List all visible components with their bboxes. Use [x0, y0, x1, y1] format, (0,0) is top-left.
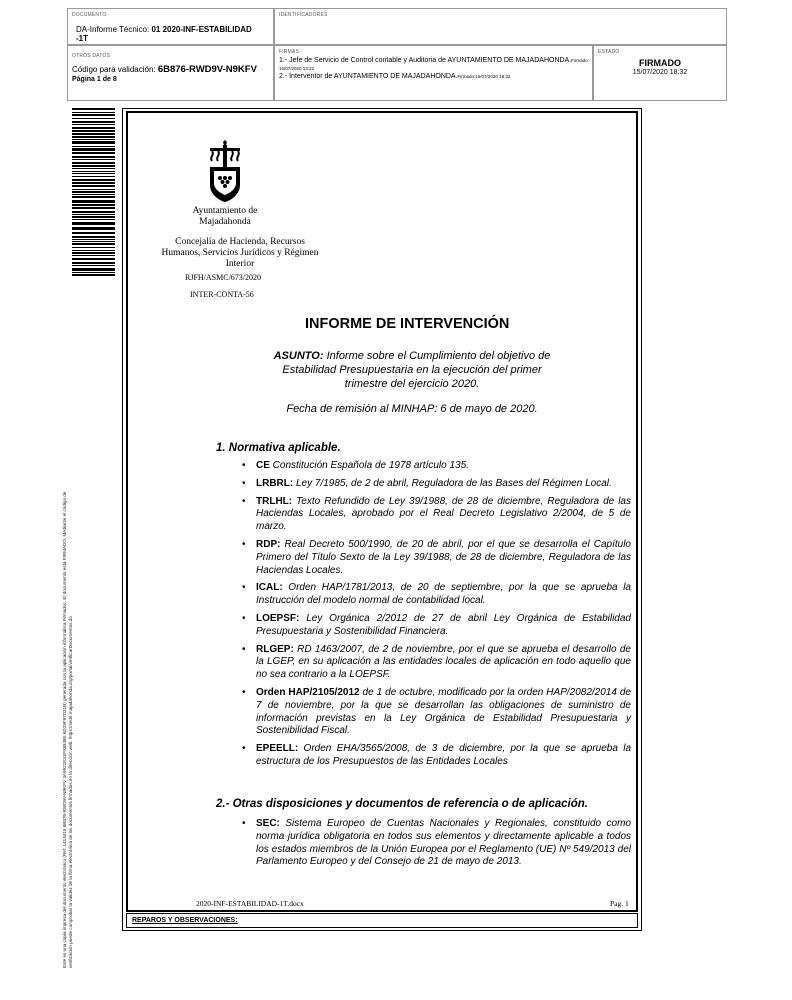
- barcode-bar: [72, 148, 115, 151]
- barcode-bar: [72, 274, 115, 276]
- bullet-icon: •: [242, 743, 246, 755]
- barcode-bar: [72, 189, 115, 190]
- otros-datos-label: OTROS DATOS: [72, 53, 111, 59]
- barcode-bar: [72, 133, 115, 135]
- barcode-bar: [72, 171, 115, 172]
- item-text: Texto Refundido de Ley 39/1988, de 28 de diciembre, Reguladora de las Haciendas Locales, aprobado por el Real Decreto Legislativo 2/2004, de 5 de marzo.: [256, 495, 631, 533]
- section-2-heading: 2.- Otras disposiciones y documentos de referencia o de aplicación.: [216, 798, 588, 810]
- barcode-bar: [72, 247, 115, 248]
- department-name: Concejalía de Hacienda, Recursos Humanos, Servicios Jurídicos y Régimen Interior: [161, 237, 319, 269]
- barcode-bar: [72, 141, 115, 144]
- barcode-bar: [72, 112, 115, 113]
- barcode-bar: [72, 162, 115, 164]
- item-text: Constitución Española de 1978 artículo 135.: [269, 460, 469, 471]
- identificadores-label: IDENTIFICADORES: [279, 12, 328, 18]
- organization-name: Ayuntamiento de Majadahonda: [192, 206, 258, 227]
- barcode-bar: [72, 127, 115, 129]
- reference-code-2: INTER-CONTA-56: [190, 290, 254, 299]
- list-item: [238, 613, 631, 639]
- firmas-box: [274, 45, 593, 101]
- barcode-bar: [72, 258, 115, 260]
- barcode-bar: [72, 179, 115, 181]
- barcode-bar: [72, 191, 115, 193]
- barcode-bar: [72, 124, 115, 125]
- barcode-bar: [72, 168, 115, 169]
- item-text: Ley Orgánica 2/2012 de 27 de abril Ley Orgánica de Estabilidad Presupuestaria y Sostenibilidad Financiera.: [256, 612, 631, 637]
- bullet-icon: •: [242, 643, 246, 655]
- barcode-bar: [72, 156, 115, 158]
- barcode-bar: [72, 139, 115, 140]
- barcode-bar: [72, 159, 115, 160]
- list-item: [238, 539, 631, 577]
- majadahonda-coat-of-arms-icon: [206, 140, 244, 202]
- item-abbr: Orden HAP/2105/2012: [256, 686, 360, 698]
- barcode-bar: [72, 173, 115, 174]
- bullet-icon: •: [242, 495, 246, 507]
- item-text: Orden EHA/3565/2008, de 3 de diciembre, por la que se aprueba la estructura de los Presupuestos de las Entidades Locales: [256, 743, 631, 767]
- list-item: [238, 687, 631, 738]
- barcode-bar: [72, 108, 115, 110]
- estado-box: [593, 45, 727, 101]
- item-text: de 1 de octubre, modificado por la orden HAP/2082/2014 de 7 de noviembre, por la que se desarrollan las obligaciones de suministro de información previstas en la Ley Orgánica de Estabilidad Presupuestaria y Sostenibilidad Fiscal.: [256, 686, 631, 737]
- otras-disposiciones-list: [238, 818, 631, 874]
- asunto-paragraph: ASUNTO: Informe sobre el Cumplimiento del objetivo de Estabilidad Presupuestaria en la ejecución del primer trimestre del ejercicio 2020.: [273, 350, 551, 390]
- barcode-bar: [72, 250, 115, 251]
- firma-2: 2.- Interventor de AYUNTAMIENTO DE MAJADAHONDA.Firmado 15/07/2020 18:32: [279, 73, 511, 80]
- bullet-icon: •: [242, 612, 246, 624]
- estado-value: FIRMADO: [639, 58, 681, 68]
- item-text: Ley 7/1985, de 2 de abril, Reguladora de las Bases del Régimen Local.: [293, 477, 612, 489]
- verification-sidebar-text: Este es una copia impresa del documento electrónico (Ref: 1414415 6B876-RWD9V-N9KFV 3A9922E31F93B4B5 6D29F97D31B) generada con la aplicación informática Firmadoc. El documento está FIRMADO. Mediante el código de verificación puede comprobar la validez de la firma electrónica de los documentos firmados en la dirección web: https://sede.majadahonda.org/portal/verificarDocumentos.do: [62, 491, 73, 968]
- reference-code: RJFH/ASMC/673/2020: [185, 273, 262, 282]
- barcode-bar: [72, 232, 115, 234]
- barcode-bar: [72, 243, 115, 245]
- item-text: Real Decreto 500/1990, de 20 de abril, por el que se desarrolla el Capítulo Primero del Título Sexto de la Ley 39/1988, de 28 de diciembre, Reguladora de las Haciendas Locales.: [256, 538, 631, 576]
- barcode-bar: [72, 118, 115, 119]
- barcode-bar: [72, 219, 115, 220]
- item-text: RD 1463/2007, de 2 de noviembre, por el que se aprueba el desarrollo de la LGEP, en su aplicación a las entidades locales de aplicación en todo aquello que no sea contrario a la LOEPSF.: [256, 643, 631, 681]
- codigo-validacion: Código para validación: 6B876-RWD9V-N9KFV: [72, 64, 257, 75]
- codigo-value: 6B876-RWD9V-N9KFV: [157, 64, 257, 75]
- barcode-bar: [72, 194, 115, 195]
- barcode-bar: [72, 214, 115, 215]
- item-text: Orden HAP/1781/2013, de 20 de septiembre, por la que se aprueba la Instrucción del modelo normal de contabilidad local.: [256, 582, 631, 607]
- barcode-bar: [72, 182, 115, 184]
- item-abbr: TRLHL:: [256, 495, 293, 507]
- section-1-heading: 1. Normativa aplicable.: [216, 442, 341, 454]
- footer-page-number: Pag. 1: [610, 899, 629, 908]
- documento-value: DA-Informe Técnico: 01 2020-INF-ESTABILIDAD -1T: [76, 25, 252, 43]
- barcode-bar: [72, 272, 115, 273]
- item-abbr: LOEPSF:: [256, 612, 300, 624]
- list-item: [238, 818, 631, 869]
- list-item: [238, 496, 631, 534]
- bullet-icon: •: [242, 477, 246, 489]
- barcode-bar: [72, 165, 115, 167]
- normativa-list: [238, 460, 631, 774]
- item-abbr: LRBRL:: [256, 477, 294, 489]
- barcode-bar: [72, 241, 115, 242]
- pagina-indicator: Página 1 de 8: [72, 76, 117, 83]
- bullet-icon: •: [242, 460, 246, 471]
- item-abbr: ICAL:: [256, 582, 283, 594]
- barcode-bar: [72, 204, 115, 206]
- bullet-icon: •: [242, 582, 246, 594]
- document-title: INFORME DE INTERVENCIÓN: [305, 316, 510, 332]
- bullet-icon: •: [242, 818, 246, 829]
- barcode-bar: [72, 114, 115, 116]
- firmas-label: FIRMAS: [279, 49, 300, 55]
- barcode-bar: [72, 200, 115, 203]
- documento-box: [67, 8, 274, 45]
- barcode-bar: [72, 255, 115, 256]
- estado-date: 15/07/2020 18:32: [632, 69, 688, 76]
- asunto-label: ASUNTO:: [273, 350, 324, 362]
- list-item: [238, 478, 631, 491]
- barcode-bar: [72, 268, 115, 271]
- item-abbr: RDP:: [256, 538, 281, 550]
- barcode-bar: [72, 176, 115, 177]
- barcode-bar: [72, 216, 115, 218]
- barcode-bar: [72, 222, 115, 225]
- barcode-bar: [72, 252, 115, 254]
- list-item: [238, 582, 631, 608]
- barcode-bar: [72, 146, 115, 147]
- barcode-bar: [72, 239, 115, 240]
- barcode-bar: [72, 236, 115, 238]
- item-abbr: EPEELL:: [256, 743, 299, 755]
- estado-label: ESTADO: [598, 49, 620, 55]
- firma-1: 1.- Jefe de Servicio de Control contable y Auditoria de AYUNTAMIENTO DE MAJADAHONDA.Firmado 15/07/2020 13:22: [279, 57, 588, 71]
- item-abbr: RLGEP:: [256, 643, 294, 655]
- fecha-remision: Fecha de remisión al MINHAP: 6 de mayo de 2020.: [286, 403, 538, 415]
- barcode-bar: [72, 265, 115, 266]
- documento-label: DOCUMENTO: [72, 12, 107, 18]
- footer-filename: 2020-INF-ESTABILIDAD-1T.docx: [196, 899, 304, 908]
- reparos-observaciones: REPAROS Y OBSERVACIONES:: [126, 913, 638, 928]
- bullet-icon: •: [242, 538, 246, 550]
- barcode-bar: [72, 152, 115, 154]
- otros-datos-box: [67, 45, 274, 101]
- list-item: [238, 460, 631, 473]
- barcode: [72, 108, 115, 278]
- barcode-bar: [72, 196, 115, 198]
- barcode-bar: [72, 185, 115, 187]
- barcode-bar: [72, 121, 115, 123]
- item-text: Sistema Europeo de Cuentas Nacionales y Regionales, constituido como norma jurídica obligatoria en todos sus elementos y directamente aplicable a todos los estados miembros de la Unión Europea por el Reglamento (UE) Nº 549/2013 del Parlamento Europeo y del Consejo de 21 de mayo de 2013.: [256, 818, 631, 868]
- bullet-icon: •: [242, 686, 246, 698]
- barcode-bar: [72, 136, 115, 138]
- item-abbr: CE: [256, 460, 270, 471]
- list-item: [238, 644, 631, 682]
- list-item: [238, 743, 631, 769]
- identificadores-box: [274, 8, 727, 45]
- barcode-bar: [72, 207, 115, 209]
- item-abbr: SEC:: [256, 818, 280, 829]
- barcode-bar: [72, 227, 115, 230]
- barcode-bar: [72, 262, 115, 264]
- barcode-bar: [72, 130, 115, 132]
- barcode-bar: [72, 211, 115, 213]
